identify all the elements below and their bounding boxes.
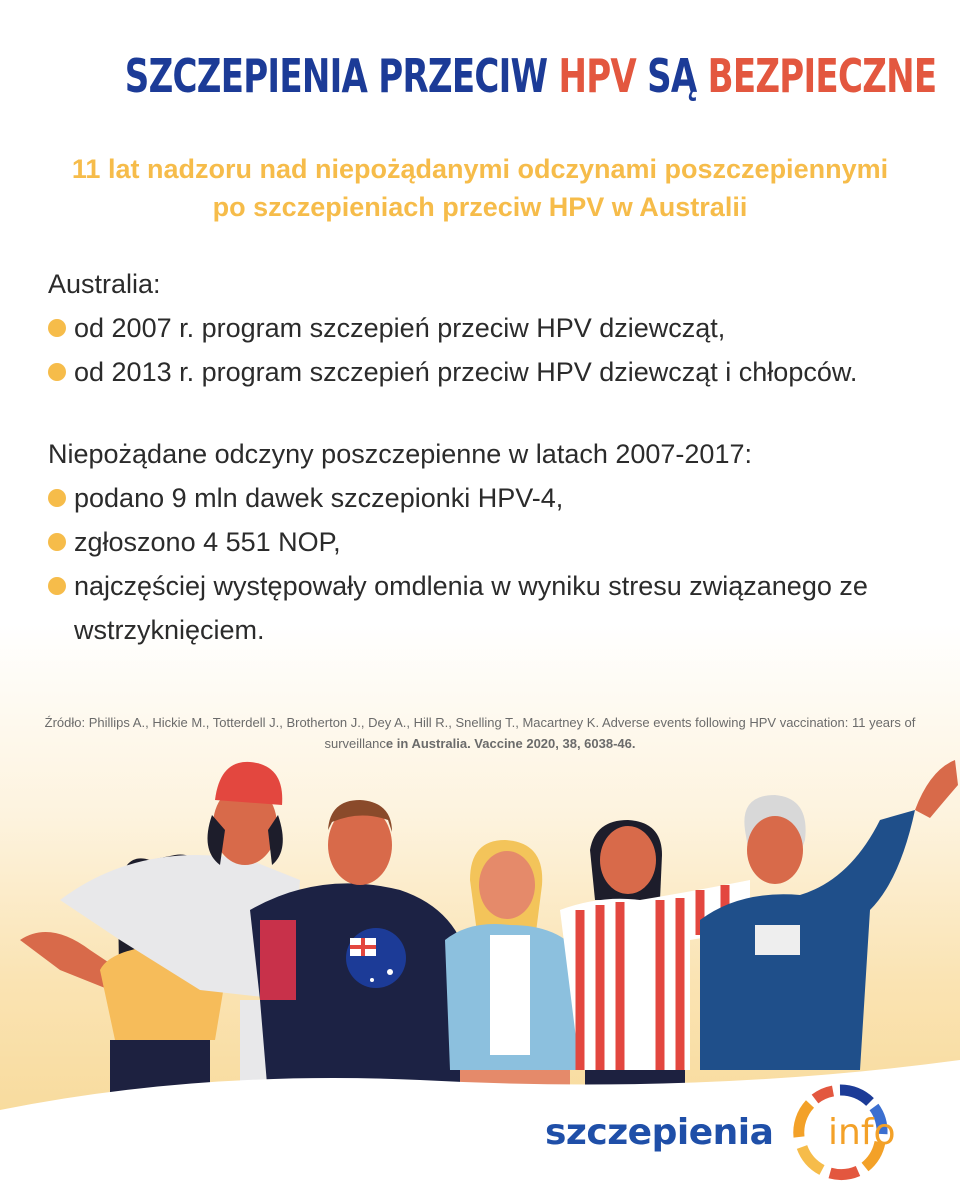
- list-item-text: od 2007 r. program szczepień przeciw HPV dziewcząt,: [74, 313, 726, 343]
- logo-text: szczepienia: [545, 1112, 774, 1153]
- list-item-text: od 2013 r. program szczepień przeciw HPV dziewcząt i chłopców.: [74, 357, 858, 387]
- bullet-dot-icon: [48, 319, 66, 337]
- list-item: [48, 520, 928, 564]
- logo-info-text: info: [828, 1112, 896, 1153]
- adverse-events-heading: Niepożądane odczyny poszczepienne w latach 2007-2017:: [48, 439, 752, 469]
- australia-section: [48, 262, 928, 394]
- title-part-bezpieczne: BEZPIECZNE: [707, 49, 937, 103]
- list-item-text: najczęściej występowały omdlenia w wyniku stresu związanego ze wstrzyknięciem.: [74, 571, 868, 645]
- bullet-dot-icon: [48, 533, 66, 551]
- list-item: [48, 306, 928, 350]
- adverse-events-list: [48, 476, 928, 652]
- page-title: [124, 42, 937, 110]
- title-part-hpv: HPV: [558, 49, 637, 103]
- title-part-3: SĄ: [636, 49, 708, 103]
- list-item: [48, 476, 928, 520]
- person-woman-waving: [700, 760, 958, 1070]
- subtitle-line-2: po szczepieniach przeciw HPV w Australii: [212, 192, 748, 222]
- list-item: [48, 350, 928, 394]
- bullet-dot-icon: [48, 363, 66, 381]
- szczepienia-info-logo: [545, 1082, 925, 1182]
- list-item: [48, 564, 928, 652]
- bullet-dot-icon: [48, 489, 66, 507]
- adverse-events-section: [48, 432, 928, 652]
- list-item-text: zgłoszono 4 551 NOP,: [74, 527, 341, 557]
- bullet-dot-icon: [48, 577, 66, 595]
- subtitle: [0, 150, 960, 226]
- australia-list: [48, 306, 928, 394]
- title-part-1: SZCZEPIENIA PRZECIW: [124, 49, 559, 103]
- subtitle-line-1: 11 lat nadzoru nad niepożądanymi odczynami poszczepiennymi: [71, 154, 889, 184]
- australia-heading: Australia:: [48, 269, 161, 299]
- source-text-bold: e in Australia. Vaccine 2020, 38, 6038-46.: [385, 736, 636, 751]
- list-item-text: podano 9 mln dawek szczepionki HPV-4,: [74, 483, 564, 513]
- source-text: Źródło: Phillips A., Hickie M., Totterdell J., Brotherton J., Dey A., Hill R., Snelling T., Macartney K. Adverse events following HPV vaccination: 11 years of surveillanc: [44, 715, 916, 751]
